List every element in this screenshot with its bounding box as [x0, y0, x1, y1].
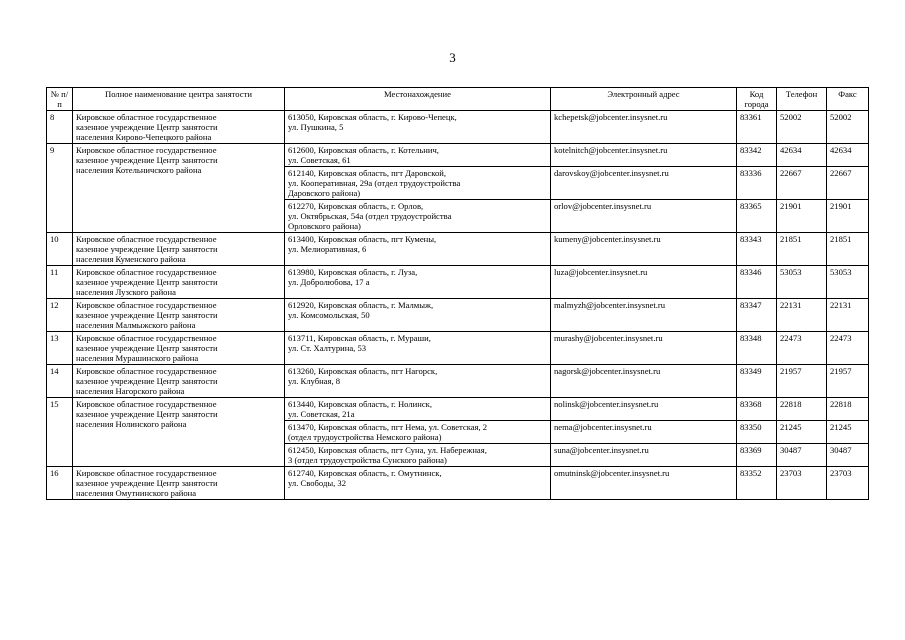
- table-row: [47, 299, 869, 332]
- city-code-cell: 83352: [737, 467, 777, 500]
- email-cell: nolinsk@jobcenter.insysnet.ru: [551, 398, 737, 421]
- email-cell: omutninsk@jobcenter.insysnet.ru: [551, 467, 737, 500]
- center-name-line: населения Малмыжского района: [76, 320, 196, 330]
- fax-cell: 22667: [827, 167, 869, 200]
- header-num: № п/п: [47, 88, 73, 111]
- phone-cell: 21245: [777, 421, 827, 444]
- phone-cell: 22818: [777, 398, 827, 421]
- city-code-cell: 83348: [737, 332, 777, 365]
- row-number: 11: [47, 266, 73, 299]
- city-code-cell: 83361: [737, 111, 777, 144]
- fax-cell: 21901: [827, 200, 869, 233]
- phone-cell: 21901: [777, 200, 827, 233]
- phone-cell: 21957: [777, 365, 827, 398]
- row-number: 8: [47, 111, 73, 144]
- phone-cell: 22667: [777, 167, 827, 200]
- row-number: 15: [47, 398, 73, 467]
- center-name-line: казенное учреждение Центр занятости: [76, 155, 218, 165]
- location-cell: [285, 233, 551, 266]
- email-cell: orlov@jobcenter.insysnet.ru: [551, 200, 737, 233]
- center-name-line: Кировское областное государственное: [76, 112, 217, 122]
- fax-cell: 42634: [827, 144, 869, 167]
- center-name-line: Кировское областное государственное: [76, 300, 217, 310]
- center-name-line: населения Лузского района: [76, 287, 176, 297]
- center-name-line: населения Кирово-Чепецкого района: [76, 132, 212, 142]
- center-name-line: казенное учреждение Центр занятости: [76, 376, 218, 386]
- table-row: [47, 332, 869, 365]
- fax-cell: 52002: [827, 111, 869, 144]
- table-row: [47, 398, 869, 421]
- location-cell: [285, 111, 551, 144]
- row-number: 13: [47, 332, 73, 365]
- city-code-cell: 83342: [737, 144, 777, 167]
- row-number: 12: [47, 299, 73, 332]
- location-cell-line: 613260, Кировская область, пгт Нагорск,: [288, 366, 438, 376]
- table-row: [47, 233, 869, 266]
- fax-cell: 23703: [827, 467, 869, 500]
- page-number: 3: [449, 50, 456, 65]
- city-code-cell: 83365: [737, 200, 777, 233]
- center-name: [73, 365, 285, 398]
- center-name-line: казенное учреждение Центр занятости: [76, 244, 218, 254]
- center-name-line: Кировское областное государственное: [76, 333, 217, 343]
- location-cell-line: ул. Мелиоративная, 6: [288, 244, 367, 254]
- phone-cell: 52002: [777, 111, 827, 144]
- location-cell: [285, 144, 551, 167]
- phone-cell: 21851: [777, 233, 827, 266]
- center-name: [73, 299, 285, 332]
- location-cell-line: Орловского района): [288, 221, 361, 231]
- email-cell: suna@jobcenter.insysnet.ru: [551, 444, 737, 467]
- email-cell: malmyzh@jobcenter.insysnet.ru: [551, 299, 737, 332]
- phone-cell: 42634: [777, 144, 827, 167]
- row-number: 16: [47, 467, 73, 500]
- row-number: 14: [47, 365, 73, 398]
- location-cell-line: ул. Свободы, 32: [288, 478, 346, 488]
- location-cell-line: 613980, Кировская область, г. Луза,: [288, 267, 418, 277]
- location-cell-line: ул. Кооперативная, 29а (отдел трудоустройства: [288, 178, 461, 188]
- city-code-cell: 83349: [737, 365, 777, 398]
- city-code-cell: 83343: [737, 233, 777, 266]
- location-cell: [285, 299, 551, 332]
- fax-cell: 22818: [827, 398, 869, 421]
- fax-cell: 21245: [827, 421, 869, 444]
- location-cell-line: ул. Ст. Халтурина, 53: [288, 343, 367, 353]
- city-code-cell: 83350: [737, 421, 777, 444]
- phone-cell: 22473: [777, 332, 827, 365]
- phone-cell: 23703: [777, 467, 827, 500]
- location-cell-line: 3 (отдел трудоустройства Сунского района): [288, 455, 447, 465]
- location-cell: [285, 266, 551, 299]
- fax-cell: 21957: [827, 365, 869, 398]
- location-cell-line: 612740, Кировская область, г. Омутнинск,: [288, 468, 442, 478]
- header-code: Код города: [737, 88, 777, 111]
- email-cell: murashy@jobcenter.insysnet.ru: [551, 332, 737, 365]
- location-cell: [285, 332, 551, 365]
- header-location: Местонахождение: [285, 88, 551, 111]
- center-name: [73, 467, 285, 500]
- fax-cell: 22473: [827, 332, 869, 365]
- fax-cell: 21851: [827, 233, 869, 266]
- table-row: [47, 111, 869, 144]
- fax-cell: 30487: [827, 444, 869, 467]
- email-cell: kotelnitch@jobcenter.insysnet.ru: [551, 144, 737, 167]
- table-header-row: [47, 88, 869, 111]
- location-cell-line: Даровского района): [288, 188, 361, 198]
- email-cell: nagorsk@jobcenter.insysnet.ru: [551, 365, 737, 398]
- location-cell: [285, 444, 551, 467]
- header-fax: Факс: [827, 88, 869, 111]
- center-name-line: населения Куменского района: [76, 254, 186, 264]
- center-name-line: казенное учреждение Центр занятости: [76, 343, 218, 353]
- email-cell: darovskoy@jobcenter.insysnet.ru: [551, 167, 737, 200]
- center-name: [73, 233, 285, 266]
- center-name-line: Кировское областное государственное: [76, 366, 217, 376]
- location-cell-line: ул. Клубная, 8: [288, 376, 341, 386]
- phone-cell: 22131: [777, 299, 827, 332]
- location-cell-line: ул. Комсомольская, 50: [288, 310, 370, 320]
- city-code-cell: 83369: [737, 444, 777, 467]
- center-name-line: Кировское областное государственное: [76, 468, 217, 478]
- table-row: [47, 144, 869, 167]
- location-cell-line: 613470, Кировская область, пгт Нема, ул. Советская, 2: [288, 422, 488, 432]
- location-cell: [285, 421, 551, 444]
- table-row: [47, 467, 869, 500]
- city-code-cell: 83346: [737, 266, 777, 299]
- center-name: [73, 266, 285, 299]
- location-cell-line: 613711, Кировская область, г. Мураши,: [288, 333, 431, 343]
- header-name: Полное наименование центра занятости: [73, 88, 285, 111]
- center-name: [73, 144, 285, 233]
- center-name-line: Кировское областное государственное: [76, 145, 217, 155]
- center-name: [73, 332, 285, 365]
- center-name-line: казенное учреждение Центр занятости: [76, 277, 218, 287]
- location-cell: [285, 398, 551, 421]
- location-cell-line: 612140, Кировская область, пгт Даровской,: [288, 168, 447, 178]
- row-number: 9: [47, 144, 73, 233]
- location-cell-line: ул. Советская, 21а: [288, 409, 355, 419]
- location-cell: [285, 200, 551, 233]
- center-name-line: Кировское областное государственное: [76, 267, 217, 277]
- table-row: [47, 365, 869, 398]
- location-cell-line: 612600, Кировская область, г. Котельнич,: [288, 145, 439, 155]
- center-name-line: населения Мурашинского района: [76, 353, 199, 363]
- location-cell-line: 613400, Кировская область, пгт Кумены,: [288, 234, 437, 244]
- location-cell-line: ул. Советская, 61: [288, 155, 351, 165]
- table-row: [47, 266, 869, 299]
- email-cell: nema@jobcenter.insysnet.ru: [551, 421, 737, 444]
- row-number: 10: [47, 233, 73, 266]
- center-name: [73, 111, 285, 144]
- header-phone: Телефон: [777, 88, 827, 111]
- email-cell: kumeny@jobcenter.insysnet.ru: [551, 233, 737, 266]
- location-cell-line: 612450, Кировская область, пгт Суна, ул. Набережная,: [288, 445, 487, 455]
- center-name-line: населения Нагорского района: [76, 386, 185, 396]
- location-cell-line: (отдел трудоустройства Немского района): [288, 432, 442, 442]
- center-name-line: казенное учреждение Центр занятости: [76, 122, 218, 132]
- location-cell-line: ул. Пушкина, 5: [288, 122, 344, 132]
- location-cell: [285, 167, 551, 200]
- location-cell-line: 612270, Кировская область, г. Орлов,: [288, 201, 424, 211]
- center-name: [73, 398, 285, 467]
- center-name-line: казенное учреждение Центр занятости: [76, 409, 218, 419]
- phone-cell: 53053: [777, 266, 827, 299]
- location-cell: [285, 365, 551, 398]
- email-cell: kchepetsk@jobcenter.insysnet.ru: [551, 111, 737, 144]
- fax-cell: 53053: [827, 266, 869, 299]
- center-name-line: казенное учреждение Центр занятости: [76, 478, 218, 488]
- location-cell: [285, 467, 551, 500]
- city-code-cell: 83336: [737, 167, 777, 200]
- employment-centers-table: [46, 87, 869, 500]
- location-cell-line: 613440, Кировская область, г. Нолинск,: [288, 399, 432, 409]
- center-name-line: казенное учреждение Центр занятости: [76, 310, 218, 320]
- center-name-line: населения Нолинского района: [76, 419, 187, 429]
- phone-cell: 30487: [777, 444, 827, 467]
- location-cell-line: ул. Добролюбова, 17 а: [288, 277, 370, 287]
- location-cell-line: ул. Октябрьская, 54а (отдел трудоустройства: [288, 211, 452, 221]
- center-name-line: населения Котельничского района: [76, 165, 202, 175]
- location-cell-line: 613050, Кировская область, г. Кирово-Чепецк,: [288, 112, 457, 122]
- center-name-line: Кировское областное государственное: [76, 234, 217, 244]
- center-name-line: населения Омутнинского района: [76, 488, 197, 498]
- table-body: [47, 111, 869, 500]
- header-email: Электронный адрес: [551, 88, 737, 111]
- location-cell-line: 612920, Кировская область, г. Малмыж,: [288, 300, 434, 310]
- fax-cell: 22131: [827, 299, 869, 332]
- city-code-cell: 83368: [737, 398, 777, 421]
- email-cell: luza@jobcenter.insysnet.ru: [551, 266, 737, 299]
- center-name-line: Кировское областное государственное: [76, 399, 217, 409]
- city-code-cell: 83347: [737, 299, 777, 332]
